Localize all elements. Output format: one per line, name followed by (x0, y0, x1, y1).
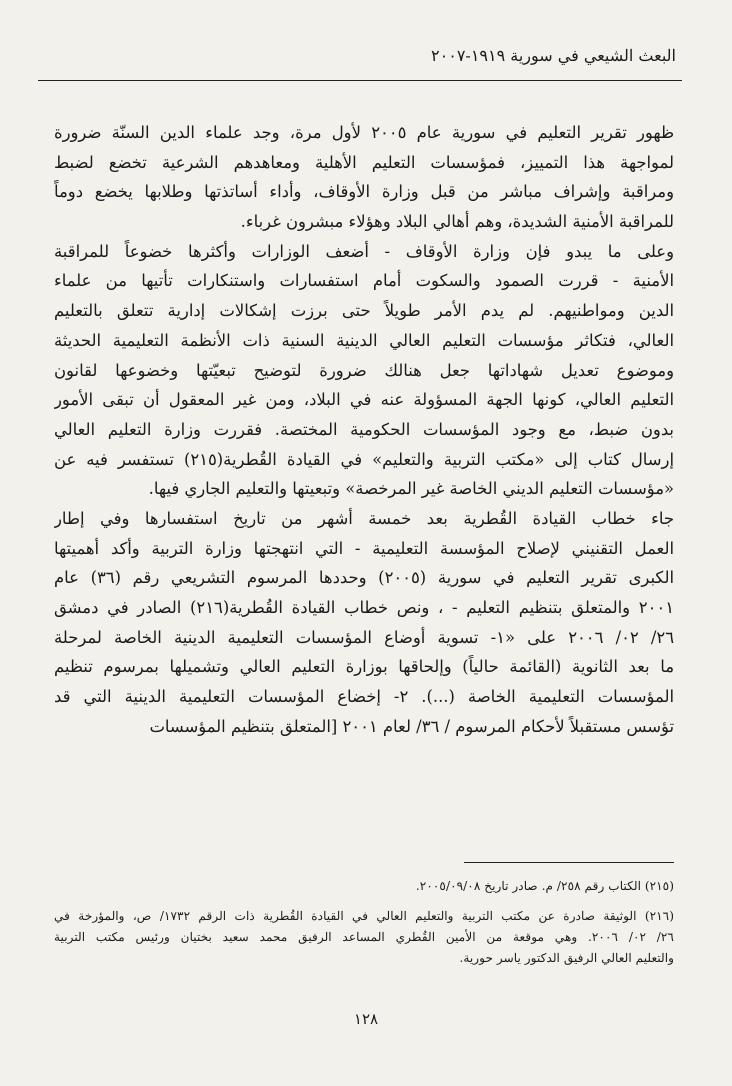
body-line: المؤسسات التعليمية الخاصة (...). ٢- إخضاع المؤسسات التعليمية الدينية التي قد (54, 687, 674, 707)
footnote-line: ٢٦/ ٠٢/ ٢٠٠٦. وهي موقعة من الأمين القُطري المساعد الرفيق محمد سعيد بختيان ورئيس مكتب التربية (54, 930, 674, 944)
body-line: ٢٦/ ٠٢/ ٢٠٠٦ على «١- تسوية أوضاع المؤسسات التعليمية الدينية الخاصة لمرحلة (54, 627, 674, 647)
body-line: وموضوع تعديل شهاداتها جعل هنالك ضرورة لتوضيح تبعيّتها وخضوعها لقانون (54, 360, 674, 380)
body-line: لمواجهة هذا التمييز، فمؤسسات التعليم الأهلية ومعاهدهم الشرعية تخضع لضبط (54, 152, 674, 172)
header-rule (38, 80, 682, 81)
footnote-216 (54, 906, 674, 969)
body-line: إرسال كتاب إلى «مكتب التربية والتعليم» في القيادة القُطرية(٢١٥) تستفسر فيه عن (54, 449, 674, 469)
body-line: وعلى ما يبدو فإن وزارة الأوقاف - أضعف الوزارات وأكثرها خضوعاً للمراقبة (54, 241, 674, 261)
body-line: ومراقبة وإشراف مباشر من قبل وزارة الأوقاف، وأداء أساتذتها وطلابها يخضع دوماً (54, 182, 674, 202)
body-line: للمراقبة الأمنية الشديدة، وهم أهالي البلاد وهؤلاء مبشرون غرباء. (240, 212, 674, 232)
footnote-line: (٢١٥) الكتاب رقم ٢٥٨/ م. صادر تاريخ ٢٠٠٥/٠٩/٠٨. (415, 879, 674, 893)
footnote-215 (54, 876, 674, 897)
footnote-line: والتعليم العالي الرفيق الدكتور ياسر حورية. (459, 951, 674, 965)
footnotes (54, 876, 674, 969)
body-line: الدين ومواطنيهم. لم يدم الأمر طويلاً حتى برزت إشكالات إدارية تتعلق بالتعليم (54, 301, 674, 321)
footnote-line: (٢١٦) الوثيقة صادرة عن مكتب التربية والتعليم العالي في القيادة القُطرية ذات الرقم ١٧٣٢/ ص، والمؤرخة في (54, 909, 674, 923)
body-line: بدون ضبط، مع وجود المؤسسات الحكومية المختصة. فقررت وزارة التعليم العالي (54, 419, 674, 439)
body-line: التعليم العالي، كونها الجهة المسؤولة عنه في البلاد، ومن غير المعقول أن تبقى الأمور (54, 390, 674, 410)
running-header: البعث الشيعي في سورية ١٩١٩-٢٠٠٧ (431, 46, 676, 65)
body-line: تؤسس مستقبلاً لأحكام المرسوم / ٣٦/ لعام ٢٠٠١ [المتعلق بتنظيم المؤسسات (149, 716, 674, 736)
page-number: ١٢٨ (353, 1010, 379, 1028)
body-line: ظهور تقرير التعليم في سورية عام ٢٠٠٥ لأول مرة، وجد علماء الدين السنّة ضرورة (54, 123, 674, 142)
body-line: الأمنية - قررت الصمود والسكوت أمام استفسارات واستنكارات تأتيها من علماء (54, 271, 674, 291)
body-text (54, 118, 674, 741)
body-line: ٢٠٠١ والمتعلق بتنظيم التعليم - ، ونص خطاب القيادة القُطرية(٢١٦) الصادر في دمشق (54, 598, 674, 617)
body-line: «مؤسسات التعليم الديني الخاصة غير المرخصة» وتبعيتها والتعليم الجاري فيها. (148, 479, 674, 499)
body-line: الكبرى تقرير التعليم في سورية (٢٠٠٥) وحددها المرسوم التشريعي رقم (٣٦) عام (54, 568, 674, 588)
body-line: ما بعد الثانوية (القائمة حالياً) وإلحاقها بوزارة التعليم العالي وتشميلها بمرسوم تنظيم (54, 657, 674, 677)
body-line: جاء خطاب القيادة القُطرية بعد خمسة أشهر من تاريخ استفسارها وفي إطار (54, 508, 674, 528)
footnote-separator (464, 862, 674, 863)
body-line: العمل التقنيني لإصلاح المؤسسة التعليمية - التي انتهجتها وزارة التربية وأكد أهميتها (54, 538, 674, 558)
body-line: العالي، فتكاثر مؤسسات التعليم العالي الدينية السنية ذات الأنظمة التعليمية الحديثة (54, 330, 674, 350)
